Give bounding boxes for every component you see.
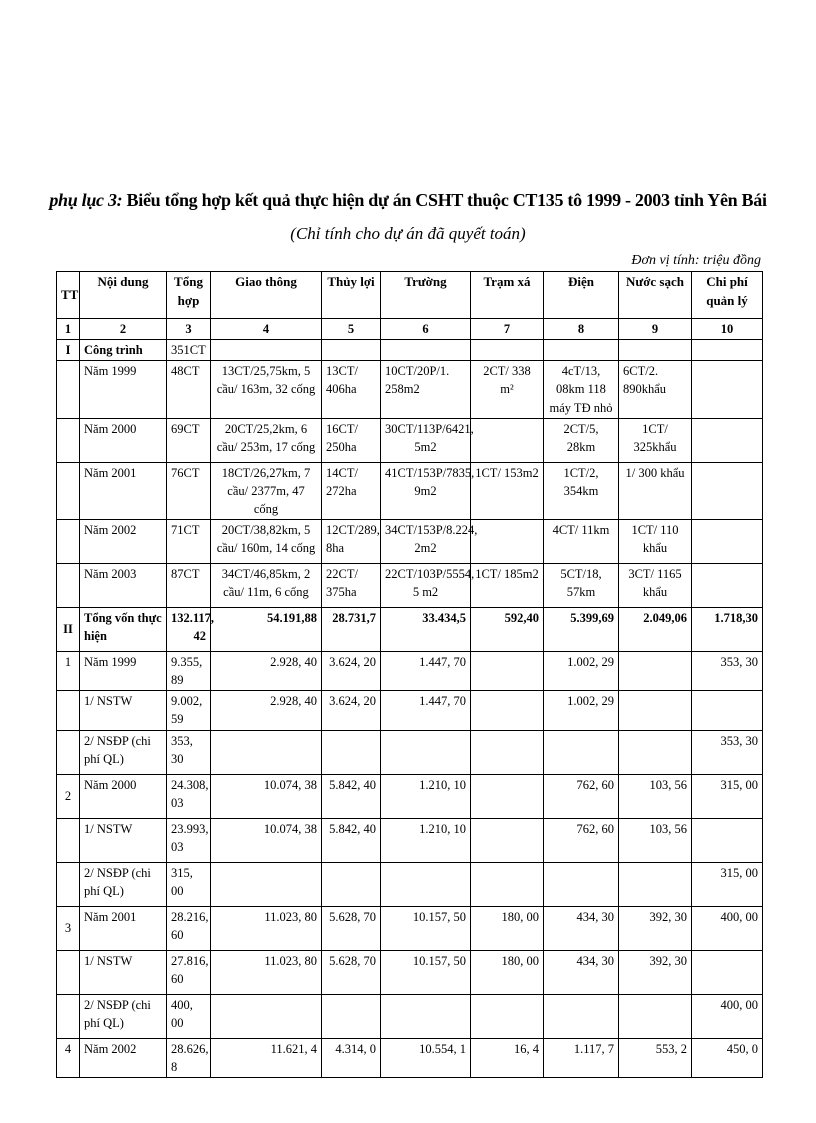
row-label: 1/ NSTW: [80, 818, 167, 862]
tram-xa-cell: [471, 818, 544, 862]
chi-phi-cell: [692, 418, 763, 462]
summary-table: [56, 271, 763, 1078]
nuoc-sach-cell: 2.049,06: [619, 608, 692, 652]
row-total: 28.216, 60: [167, 906, 211, 950]
chi-phi-cell: 1.718,30: [692, 608, 763, 652]
giao-thong-cell: 13CT/25,75km, 5 cầu/ 163m, 32 cống: [211, 361, 322, 418]
row-total: 353, 30: [167, 730, 211, 774]
column-number: 7: [471, 319, 544, 340]
tram-xa-cell: [471, 994, 544, 1038]
row-total: 71CT: [167, 520, 211, 564]
chi-phi-cell: 315, 00: [692, 862, 763, 906]
tram-xa-cell: [471, 862, 544, 906]
truong-cell: 10CT/20P/1. 258m2: [381, 361, 471, 418]
row-total: 400, 00: [167, 994, 211, 1038]
dien-cell: 762, 60: [544, 818, 619, 862]
truong-cell: 1.447, 70: [381, 652, 471, 691]
giao-thong-cell: [211, 994, 322, 1038]
header-cell: TT: [57, 272, 80, 319]
thuy-loi-cell: 12CT/289, 8ha: [322, 520, 381, 564]
giao-thong-cell: 10.074, 38: [211, 818, 322, 862]
dien-cell: [544, 994, 619, 1038]
table-row: [57, 462, 763, 519]
row-label: Năm 2001: [80, 462, 167, 519]
truong-cell: 1.210, 10: [381, 774, 471, 818]
table-row: [57, 564, 763, 608]
giao-thong-cell: 54.191,88: [211, 608, 322, 652]
section-label: Công trình: [80, 340, 167, 361]
chi-phi-cell: 353, 30: [692, 730, 763, 774]
row-total: 76CT: [167, 462, 211, 519]
thuy-loi-cell: 3.624, 20: [322, 691, 381, 730]
chi-phi-cell: [692, 818, 763, 862]
truong-cell: 1.210, 10: [381, 818, 471, 862]
row-total: 9.002, 59: [167, 691, 211, 730]
row-number: [57, 691, 80, 730]
truong-cell: 41CT/153P/7835, 9m2: [381, 462, 471, 519]
thuy-loi-cell: 16CT/ 250ha: [322, 418, 381, 462]
row-label: Năm 2000: [80, 774, 167, 818]
thuy-loi-cell: 14CT/ 272ha: [322, 462, 381, 519]
row-total: 48CT: [167, 361, 211, 418]
row-total: 28.626, 8: [167, 1038, 211, 1077]
dien-cell: 434, 30: [544, 906, 619, 950]
header-cell: Chi phí quản lý: [692, 272, 763, 319]
nuoc-sach-cell: [619, 730, 692, 774]
giao-thong-cell: [211, 862, 322, 906]
row-number: 3: [57, 906, 80, 950]
table-row: [57, 862, 763, 906]
chi-phi-cell: 353, 30: [692, 652, 763, 691]
table-row: [57, 1038, 763, 1077]
thuy-loi-cell: [322, 994, 381, 1038]
nuoc-sach-cell: [619, 691, 692, 730]
section-header-row: [57, 608, 763, 652]
column-number: 5: [322, 319, 381, 340]
dien-cell: 1.002, 29: [544, 691, 619, 730]
chi-phi-cell: [692, 564, 763, 608]
column-number: 10: [692, 319, 763, 340]
row-number: [57, 818, 80, 862]
chi-phi-cell: [692, 520, 763, 564]
row-label: Năm 2001: [80, 906, 167, 950]
row-number: [57, 994, 80, 1038]
row-label: 1/ NSTW: [80, 691, 167, 730]
truong-cell: [381, 994, 471, 1038]
table-row: [57, 652, 763, 691]
row-number: 4: [57, 1038, 80, 1077]
tram-xa-cell: 592,40: [471, 608, 544, 652]
row-label: Năm 1999: [80, 652, 167, 691]
tram-xa-cell: [471, 520, 544, 564]
tram-xa-cell: 2CT/ 338 m²: [471, 361, 544, 418]
nuoc-sach-cell: 103, 56: [619, 818, 692, 862]
giao-thong-cell: 20CT/25,2km, 6 cầu/ 253m, 17 cống: [211, 418, 322, 462]
table-row: [57, 950, 763, 994]
table-row: [57, 774, 763, 818]
nuoc-sach-cell: 1CT/ 110 khẩu: [619, 520, 692, 564]
table-row: [57, 906, 763, 950]
truong-cell: [381, 862, 471, 906]
header-cell: Trạm xá: [471, 272, 544, 319]
chi-phi-cell: 450, 0: [692, 1038, 763, 1077]
row-label: Năm 2000: [80, 418, 167, 462]
row-label: 2/ NSĐP (chi phí QL): [80, 730, 167, 774]
column-number: 8: [544, 319, 619, 340]
row-label: Năm 2002: [80, 520, 167, 564]
nuoc-sach-cell: 3CT/ 1165 khẩu: [619, 564, 692, 608]
header-cell: Trường: [381, 272, 471, 319]
tram-xa-cell: [471, 691, 544, 730]
table-row: [57, 730, 763, 774]
dien-cell: [544, 862, 619, 906]
giao-thong-cell: 18CT/26,27km, 7 cầu/ 2377m, 47 cống: [211, 462, 322, 519]
row-number: 1: [57, 652, 80, 691]
column-number: 4: [211, 319, 322, 340]
thuy-loi-cell: 3.624, 20: [322, 652, 381, 691]
dien-cell: 4CT/ 11km: [544, 520, 619, 564]
table-row: [57, 520, 763, 564]
row-total: 24.308, 03: [167, 774, 211, 818]
truong-cell: 10.157, 50: [381, 906, 471, 950]
table-row: [57, 418, 763, 462]
nuoc-sach-cell: 103, 56: [619, 774, 692, 818]
tram-xa-cell: [471, 418, 544, 462]
row-number: [57, 730, 80, 774]
thuy-loi-cell: 5.842, 40: [322, 818, 381, 862]
row-total: 9.355, 89: [167, 652, 211, 691]
chi-phi-cell: [692, 950, 763, 994]
title-prefix: phụ lục 3:: [49, 190, 123, 210]
tram-xa-cell: 16, 4: [471, 1038, 544, 1077]
row-label: 2/ NSĐP (chi phí QL): [80, 862, 167, 906]
header-cell: Điện: [544, 272, 619, 319]
dien-cell: 1.002, 29: [544, 652, 619, 691]
giao-thong-cell: 11.023, 80: [211, 906, 322, 950]
thuy-loi-cell: [322, 730, 381, 774]
thuy-loi-cell: 22CT/ 375ha: [322, 564, 381, 608]
table-row: [57, 818, 763, 862]
nuoc-sach-cell: [619, 994, 692, 1038]
chi-phi-cell: 315, 00: [692, 774, 763, 818]
section-total: 351CT: [167, 340, 211, 361]
row-number: [57, 862, 80, 906]
chi-phi-cell: [692, 462, 763, 519]
truong-cell: 30CT/113P/6421, 5m2: [381, 418, 471, 462]
truong-cell: 10.157, 50: [381, 950, 471, 994]
truong-cell: 1.447, 70: [381, 691, 471, 730]
dien-cell: 4cT/13, 08km 118 máy TĐ nhỏ: [544, 361, 619, 418]
thuy-loi-cell: 28.731,7: [322, 608, 381, 652]
tram-xa-cell: 1CT/ 153m2: [471, 462, 544, 519]
tram-xa-cell: 180, 00: [471, 906, 544, 950]
document-title: [0, 190, 816, 211]
thuy-loi-cell: 5.628, 70: [322, 906, 381, 950]
truong-cell: 34CT/153P/8.224, 2m2: [381, 520, 471, 564]
giao-thong-cell: 2.928, 40: [211, 691, 322, 730]
title-main: Biểu tổng hợp kết quả thực hiện dự án CSHT thuộc CT135 tô 1999 - 2003 tỉnh Yên Bái: [122, 190, 767, 210]
tram-xa-cell: [471, 774, 544, 818]
dien-cell: 1.117, 7: [544, 1038, 619, 1077]
nuoc-sach-cell: 1/ 300 khẩu: [619, 462, 692, 519]
document-subtitle: (Chỉ tính cho dự án đã quyết toán): [290, 224, 526, 243]
giao-thong-cell: 2.928, 40: [211, 652, 322, 691]
giao-thong-cell: 20CT/38,82km, 5 cầu/ 160m, 14 cống: [211, 520, 322, 564]
row-total: 69CT: [167, 418, 211, 462]
header-cell: Nội dung: [80, 272, 167, 319]
header-cell: Nước sạch: [619, 272, 692, 319]
dien-cell: 1CT/2, 354km: [544, 462, 619, 519]
giao-thong-cell: 11.023, 80: [211, 950, 322, 994]
dien-cell: 762, 60: [544, 774, 619, 818]
truong-cell: 22CT/103P/5554, 5 m2: [381, 564, 471, 608]
dien-cell: 5CT/18, 57km: [544, 564, 619, 608]
chi-phi-cell: 400, 00: [692, 906, 763, 950]
row-label: Năm 1999: [80, 361, 167, 418]
column-number: 9: [619, 319, 692, 340]
giao-thong-cell: 11.621, 4: [211, 1038, 322, 1077]
nuoc-sach-cell: 553, 2: [619, 1038, 692, 1077]
row-total: 87CT: [167, 564, 211, 608]
column-number: 1: [57, 319, 80, 340]
thuy-loi-cell: 13CT/ 406ha: [322, 361, 381, 418]
row-label: 2/ NSĐP (chi phí QL): [80, 994, 167, 1038]
truong-cell: 33.434,5: [381, 608, 471, 652]
dien-cell: [544, 730, 619, 774]
unit-label: Đơn vị tính: triệu đồng: [631, 253, 761, 268]
section-label: Tổng vốn thực hiện: [80, 608, 167, 652]
tram-xa-cell: 180, 00: [471, 950, 544, 994]
row-label: Năm 2003: [80, 564, 167, 608]
column-number: 6: [381, 319, 471, 340]
table-row: [57, 691, 763, 730]
column-number: 3: [167, 319, 211, 340]
row-label: 1/ NSTW: [80, 950, 167, 994]
chi-phi-cell: [692, 691, 763, 730]
truong-cell: [381, 730, 471, 774]
nuoc-sach-cell: [619, 652, 692, 691]
giao-thong-cell: 10.074, 38: [211, 774, 322, 818]
row-total: 27.816, 60: [167, 950, 211, 994]
chi-phi-cell: 400, 00: [692, 994, 763, 1038]
table-row: [57, 361, 763, 418]
truong-cell: 10.554, 1: [381, 1038, 471, 1077]
giao-thong-cell: [211, 730, 322, 774]
tram-xa-cell: [471, 730, 544, 774]
thuy-loi-cell: 5.628, 70: [322, 950, 381, 994]
nuoc-sach-cell: 392, 30: [619, 906, 692, 950]
tram-xa-cell: 1CT/ 185m2: [471, 564, 544, 608]
row-number: 2: [57, 774, 80, 818]
dien-cell: 434, 30: [544, 950, 619, 994]
header-cell: Thủy lợi: [322, 272, 381, 319]
header-cell: Tổng hợp: [167, 272, 211, 319]
chi-phi-cell: [692, 361, 763, 418]
dien-cell: 2CT/5, 28km: [544, 418, 619, 462]
nuoc-sach-cell: 392, 30: [619, 950, 692, 994]
thuy-loi-cell: 4.314, 0: [322, 1038, 381, 1077]
section-number: I: [57, 340, 80, 361]
section-header-row: [57, 340, 763, 361]
section-number: II: [57, 608, 80, 652]
dien-cell: 5.399,69: [544, 608, 619, 652]
column-number: 2: [80, 319, 167, 340]
thuy-loi-cell: [322, 862, 381, 906]
row-total: 23.993, 03: [167, 818, 211, 862]
nuoc-sach-cell: 1CT/ 325khẩu: [619, 418, 692, 462]
row-total: 315, 00: [167, 862, 211, 906]
tram-xa-cell: [471, 652, 544, 691]
nuoc-sach-cell: [619, 862, 692, 906]
table-row: [57, 994, 763, 1038]
header-row: [57, 272, 763, 319]
column-number-row: [57, 319, 763, 340]
thuy-loi-cell: 5.842, 40: [322, 774, 381, 818]
nuoc-sach-cell: 6CT/2. 890khẩu: [619, 361, 692, 418]
row-label: Năm 2002: [80, 1038, 167, 1077]
header-cell: Giao thông: [211, 272, 322, 319]
giao-thong-cell: 34CT/46,85km, 2 cầu/ 11m, 6 cống: [211, 564, 322, 608]
section-total: 132.117, 42: [167, 608, 211, 652]
row-number: [57, 950, 80, 994]
